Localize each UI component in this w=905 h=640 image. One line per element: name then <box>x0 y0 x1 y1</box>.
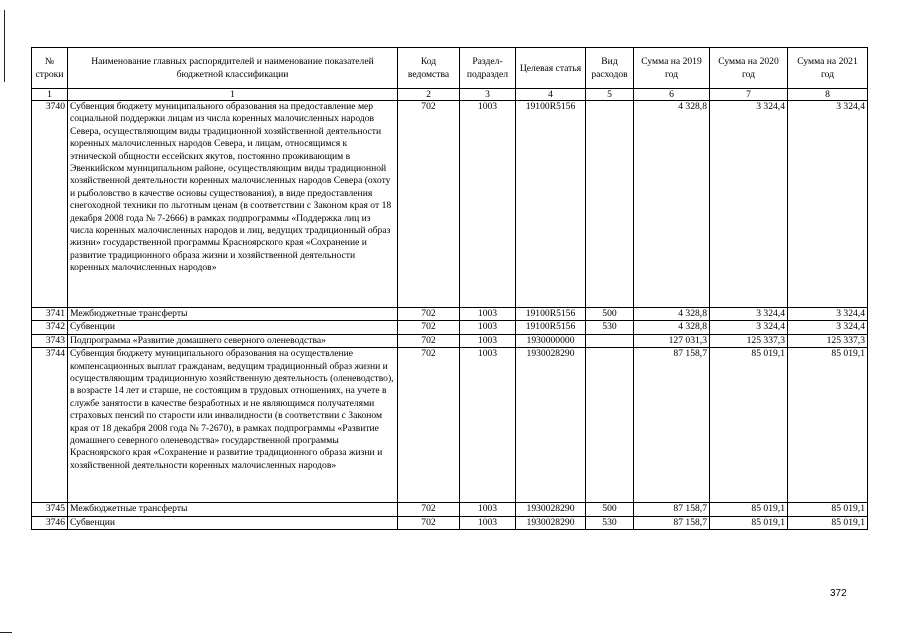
row-sum-2020: 3 324,4 <box>710 321 788 334</box>
column-number: 6 <box>634 89 710 101</box>
row-name: Субвенция бюджету муниципального образования на предоставление мер социальной поддержки лицам из числа коренных малочисленных народов Севера, осуществляющим виды традиционной хозяйственной деятельности коренных малочисленных народов Севера, и лицам, относящимся к этнической общности ессейских якутов, постоянно проживающим в Эвенкийском муниципальном районе, осуществляющим виды традиционной хозяйственной деятельности коренных малочисленных народов Севера (охоту и рыболовство в качестве основы существования), в виде предоставления снегоходной техники по льготным ценам (в соответствии с Законом края от 18 декабря 2008 года № 7-2666) в рамках подпрограммы «Поддержка лиц из числа коренных малочисленных народов и лиц, ведущих традиционный образ жизни» государственной программы Красноярского края «Сохранение и развитие традиционного образа жизни и хозяйственной деятельности коренных малочисленных народов» <box>68 101 398 308</box>
row-department-code: 702 <box>398 334 460 347</box>
row-sum-2019: 4 328,8 <box>634 101 710 308</box>
table-row <box>32 348 868 503</box>
row-number: 3744 <box>32 348 68 503</box>
header-sum-2020: Сумма на 2020 год <box>710 48 788 89</box>
row-expense-type <box>586 348 634 503</box>
table-row <box>32 516 868 529</box>
row-section: 1003 <box>460 321 516 334</box>
header-department-code: Код ведомства <box>398 48 460 89</box>
row-expense-type <box>586 101 634 308</box>
row-target-article: 19100R5156 <box>516 321 586 334</box>
column-number-row <box>32 89 868 101</box>
budget-table <box>31 47 868 530</box>
row-expense-type: 500 <box>586 503 634 516</box>
row-sum-2020: 85 019,1 <box>710 503 788 516</box>
row-sum-2019: 87 158,7 <box>634 348 710 503</box>
row-department-code: 702 <box>398 308 460 321</box>
row-department-code: 702 <box>398 503 460 516</box>
column-number: 4 <box>516 89 586 101</box>
row-number: 3741 <box>32 308 68 321</box>
row-target-article: 19100R5156 <box>516 101 586 308</box>
bottom-margin-mark <box>0 632 12 633</box>
row-sum-2020: 85 019,1 <box>710 516 788 529</box>
row-expense-type: 500 <box>586 308 634 321</box>
page-number: 372 <box>830 588 847 599</box>
row-sum-2021: 85 019,1 <box>788 516 868 529</box>
row-sum-2021: 3 324,4 <box>788 321 868 334</box>
row-target-article: 1930028290 <box>516 516 586 529</box>
row-number: 3746 <box>32 516 68 529</box>
row-sum-2020: 125 337,3 <box>710 334 788 347</box>
row-sum-2021: 85 019,1 <box>788 503 868 516</box>
column-number: 7 <box>710 89 788 101</box>
header-row-number: № строки <box>32 48 68 89</box>
row-expense-type <box>586 334 634 347</box>
row-sum-2019: 4 328,8 <box>634 308 710 321</box>
header-section: Раздел-подраздел <box>460 48 516 89</box>
row-name: Субвенция бюджету муниципального образования на осуществление компенсационных выплат гражданам, ведущим традиционный образ жизни и осуществляющим традиционную хозяйственную деятельность (оленеводство), в возрасте 14 лет и старше, не состоящим в трудовых отношениях, на учете в службе занятости в качестве безработных и не являющимся получателями страховых пенсий по старости или инвалидности (в соответствии с Законом края от 18 декабря 2008 года № 7-2670), в рамках подпрограммы «Развитие домашнего северного оленеводства» государственной программы Красноярского края «Сохранение и развитие традиционного образа жизни и хозяйственной деятельности коренных малочисленных народов» <box>68 348 398 503</box>
row-sum-2019: 87 158,7 <box>634 516 710 529</box>
row-sum-2020: 3 324,4 <box>710 101 788 308</box>
row-name: Субвенции <box>68 516 398 529</box>
row-sum-2020: 3 324,4 <box>710 308 788 321</box>
column-number: 8 <box>788 89 868 101</box>
header-target-article: Целевая статья <box>516 48 586 89</box>
row-number: 3743 <box>32 334 68 347</box>
column-number: 1 <box>32 89 68 101</box>
row-name: Межбюджетные трансферты <box>68 308 398 321</box>
row-name: Субвенции <box>68 321 398 334</box>
row-target-article: 1930028290 <box>516 503 586 516</box>
row-section: 1003 <box>460 348 516 503</box>
column-number: 1 <box>68 89 398 101</box>
row-number: 3740 <box>32 101 68 308</box>
row-name: Межбюджетные трансферты <box>68 503 398 516</box>
row-sum-2020: 85 019,1 <box>710 348 788 503</box>
row-section: 1003 <box>460 308 516 321</box>
row-department-code: 702 <box>398 101 460 308</box>
row-section: 1003 <box>460 334 516 347</box>
column-number: 2 <box>398 89 460 101</box>
row-name: Подпрограмма «Развитие домашнего северного оленеводства» <box>68 334 398 347</box>
table-row <box>32 101 868 308</box>
row-section: 1003 <box>460 516 516 529</box>
table-header-row <box>32 48 868 89</box>
row-target-article: 1930000000 <box>516 334 586 347</box>
row-number: 3745 <box>32 503 68 516</box>
row-sum-2021: 3 324,4 <box>788 308 868 321</box>
column-number: 3 <box>460 89 516 101</box>
table-row <box>32 308 868 321</box>
row-sum-2021: 3 324,4 <box>788 101 868 308</box>
row-sum-2019: 127 031,3 <box>634 334 710 347</box>
table-row <box>32 503 868 516</box>
row-department-code: 702 <box>398 348 460 503</box>
header-sum-2021: Сумма на 2021 год <box>788 48 868 89</box>
row-department-code: 702 <box>398 516 460 529</box>
column-number: 5 <box>586 89 634 101</box>
row-sum-2021: 85 019,1 <box>788 348 868 503</box>
margin-mark <box>4 10 5 82</box>
row-expense-type: 530 <box>586 321 634 334</box>
row-section: 1003 <box>460 101 516 308</box>
header-expense-type: Вид расходов <box>586 48 634 89</box>
table-row <box>32 334 868 347</box>
row-expense-type: 530 <box>586 516 634 529</box>
row-department-code: 702 <box>398 321 460 334</box>
row-number: 3742 <box>32 321 68 334</box>
header-sum-2019: Сумма на 2019 год <box>634 48 710 89</box>
row-section: 1003 <box>460 503 516 516</box>
row-sum-2019: 87 158,7 <box>634 503 710 516</box>
row-sum-2021: 125 337,3 <box>788 334 868 347</box>
row-target-article: 19100R5156 <box>516 308 586 321</box>
table-row <box>32 321 868 334</box>
row-sum-2019: 4 328,8 <box>634 321 710 334</box>
header-name: Наименование главных распорядителей и наименование показателей бюджетной классификации <box>68 48 398 89</box>
row-target-article: 1930028290 <box>516 348 586 503</box>
